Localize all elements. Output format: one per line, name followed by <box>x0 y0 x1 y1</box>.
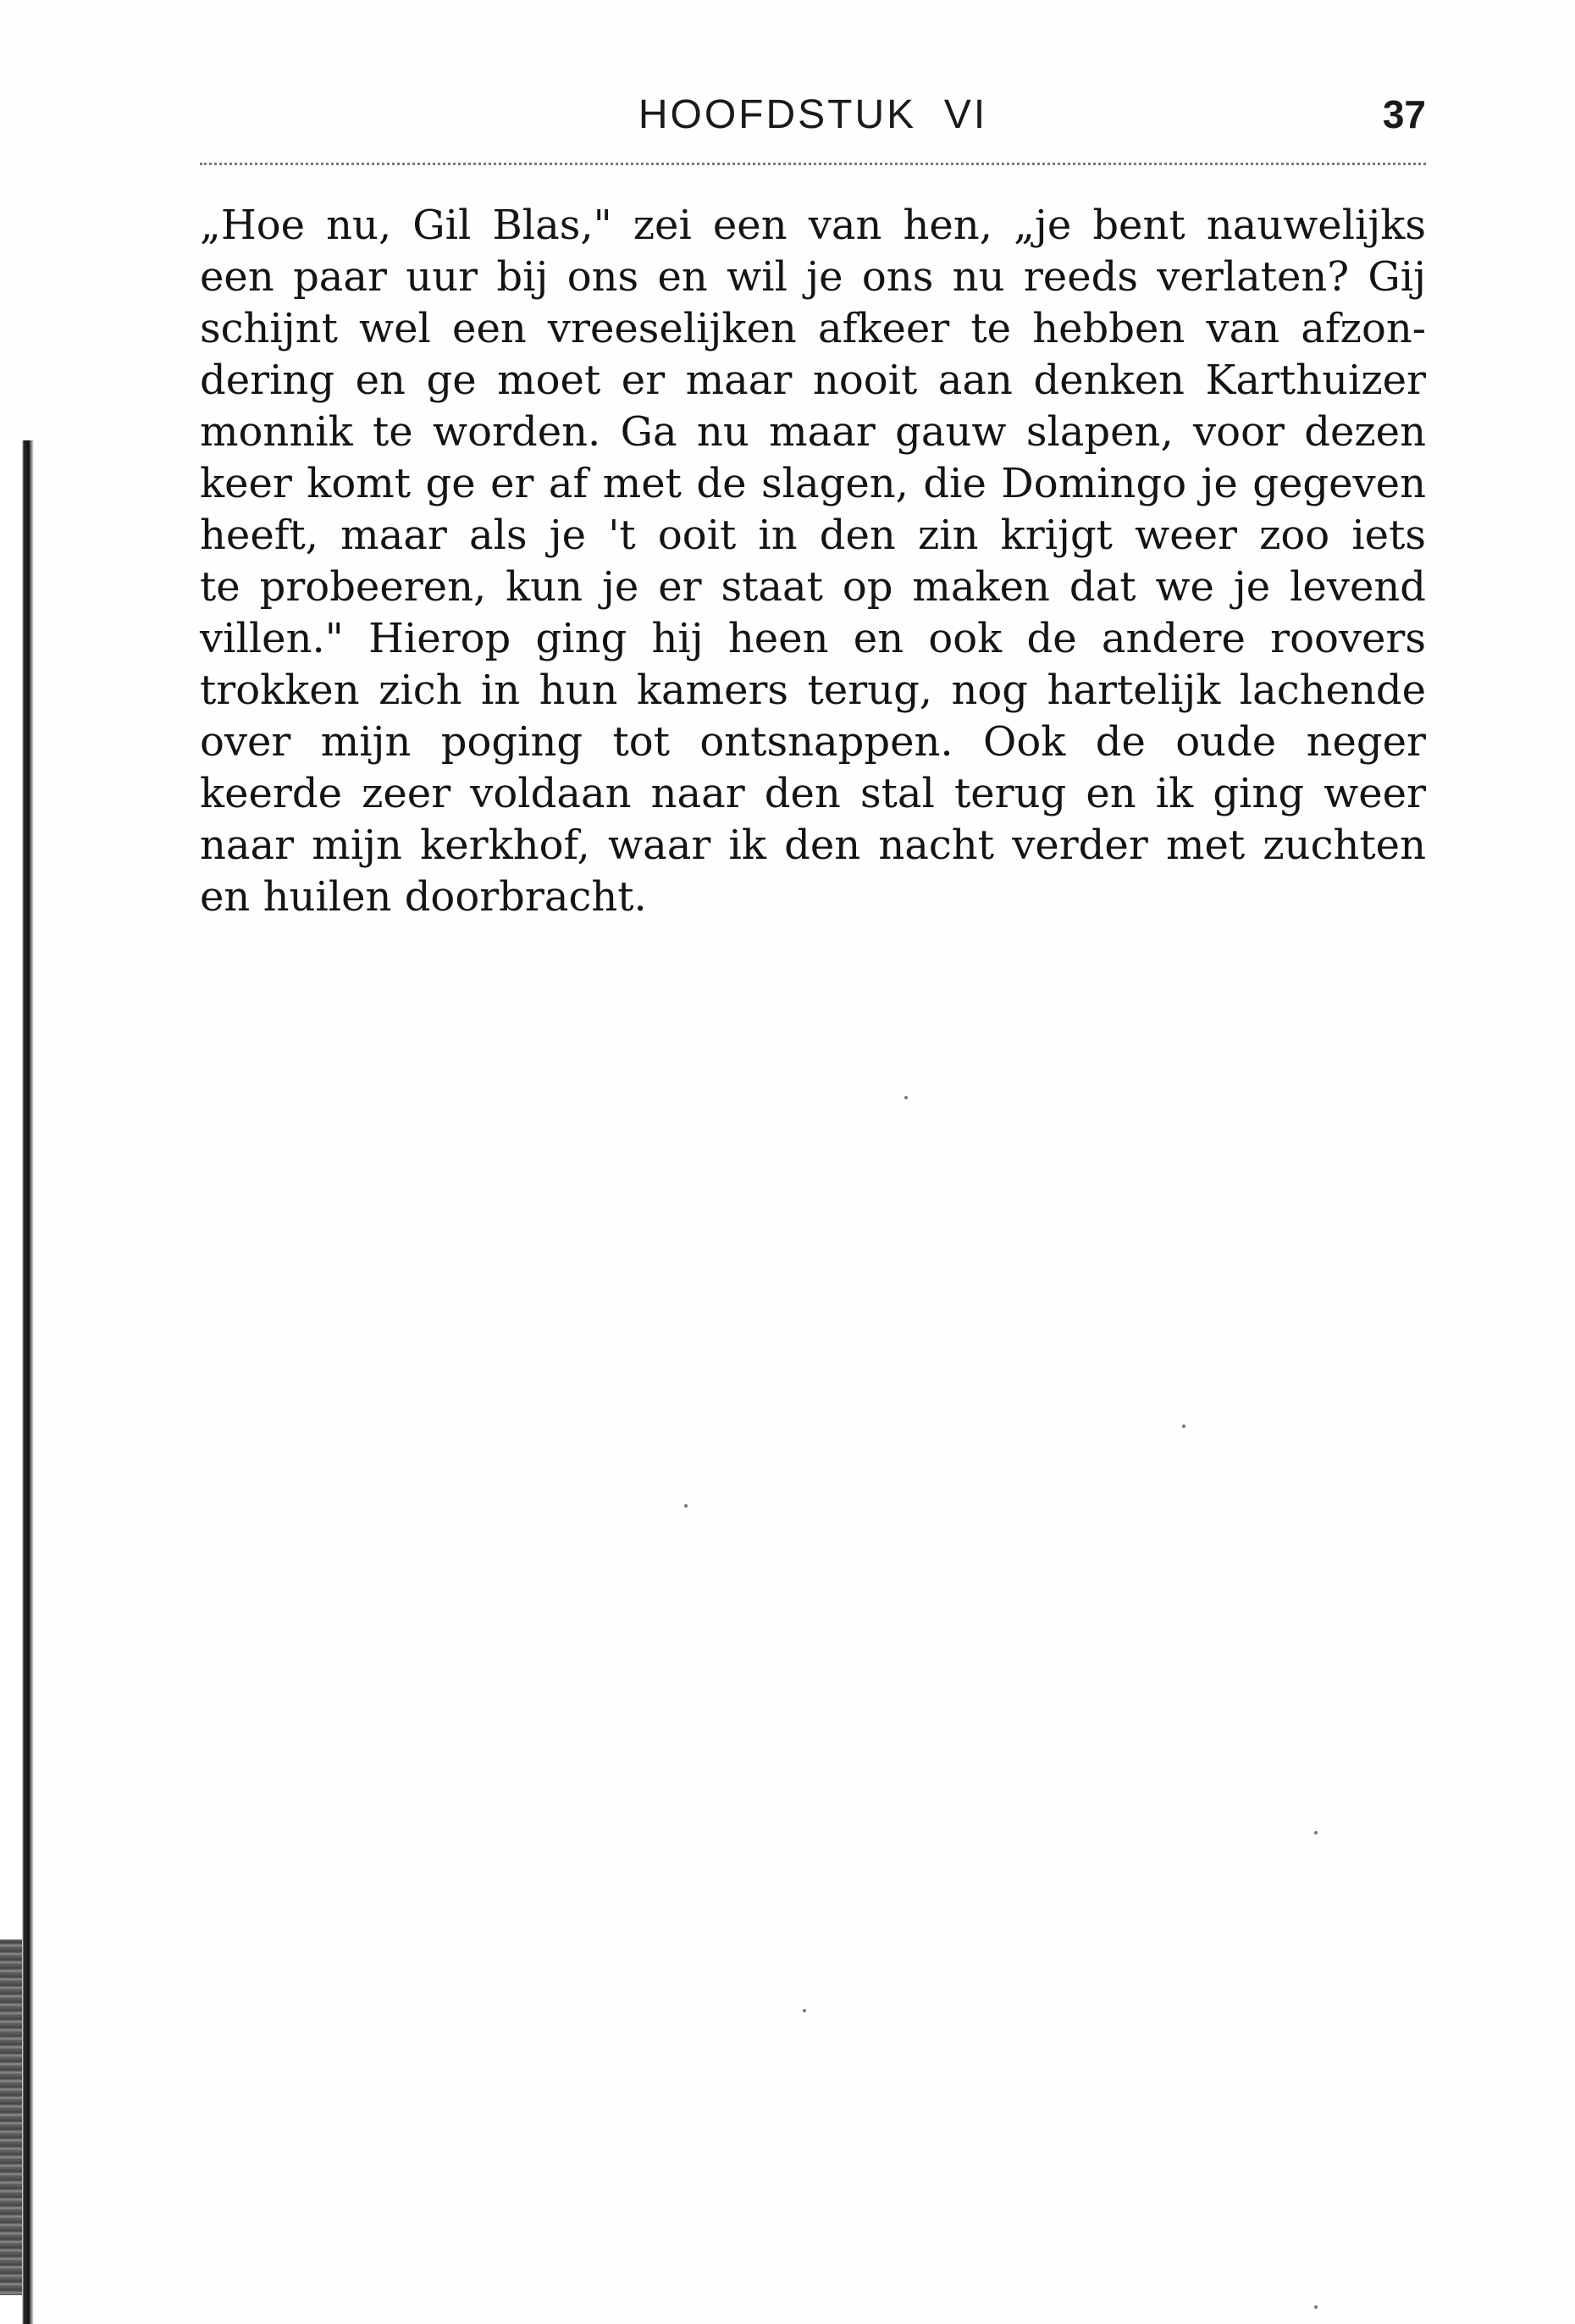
scan-speck <box>1314 2305 1318 2309</box>
text-line: „Hoe nu, Gil Blas," zei een van hen, „je bent nauwelijks <box>200 202 1426 249</box>
chapter-title: HOOFDSTUK VI <box>638 92 988 137</box>
body-paragraph <box>200 200 1426 923</box>
text-line: naar mijn kerkhof, waar ik den nacht verder met zuchten <box>200 822 1426 869</box>
text-line: dering en ge moet er maar nooit aan denken Karthuizer <box>200 357 1426 404</box>
text-line: monnik te worden. Ga nu maar gauw slapen, voor dezen <box>200 408 1426 456</box>
scan-speck <box>1182 1425 1185 1428</box>
text-line: trokken zich in hun kamers terug, nog hartelijk lachende <box>200 667 1426 714</box>
text-line: over mijn poging tot ontsnappen. Ook de oude neger <box>200 718 1426 766</box>
text-line: en huilen doorbracht. <box>200 873 647 921</box>
text-line: te probeeren, kun je er staat op maken dat we je levend <box>200 563 1426 611</box>
text-line: schijnt wel een vreeselijken afkeer te hebben van afzon- <box>200 305 1426 352</box>
text-line: keer komt ge er af met de slagen, die Domingo je gegeven <box>200 460 1426 507</box>
scan-speck <box>904 1096 908 1099</box>
text-line: een paar uur bij ons en wil je ons nu reeds verlaten? Gij <box>200 253 1426 301</box>
binding-edge-shadow <box>0 1939 22 2295</box>
text-line: keerde zeer voldaan naar den stal terug en ik ging weer <box>200 770 1426 817</box>
scan-speck <box>803 2009 806 2012</box>
running-head <box>200 85 1426 144</box>
scan-speck <box>1314 1831 1318 1834</box>
header-rule <box>200 163 1426 165</box>
scan-speck <box>684 1504 688 1508</box>
page-number: 37 <box>1382 92 1426 136</box>
text-line: heeft, maar als je 't ooit in den zin krijgt weer zoo iets <box>200 512 1426 559</box>
text-line: villen." Hierop ging hij heen en ook de andere roovers <box>200 615 1426 662</box>
